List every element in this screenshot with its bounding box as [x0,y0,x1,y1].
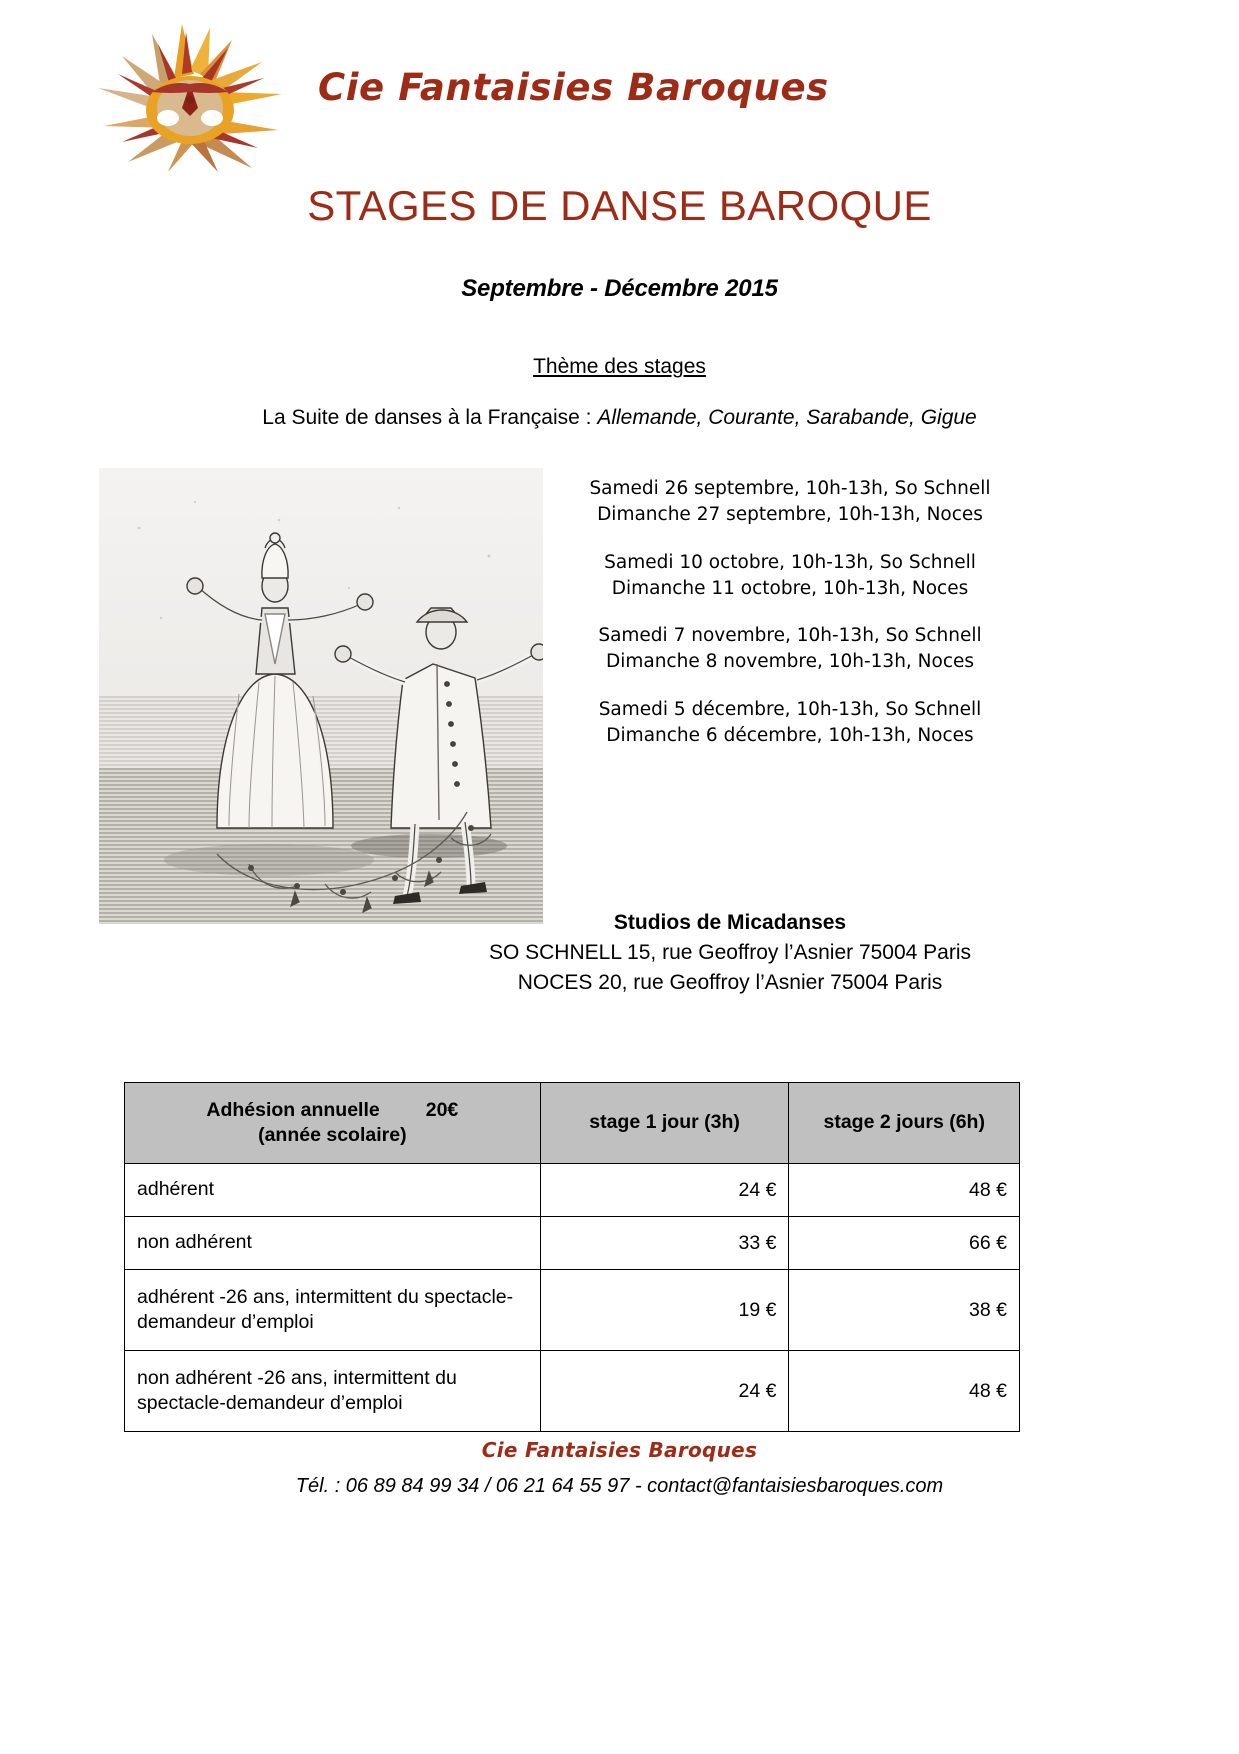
page-header [0,0,1239,172]
table-row [125,1164,1020,1217]
schedule-section [0,468,1239,1028]
header-adhesion-amount: 20€ [425,1098,459,1121]
header-adhesion [125,1083,541,1164]
row-price-2days: 48 € [789,1351,1020,1432]
schedule-line: Samedi 5 décembre, 10h-13h, So Schnell [598,698,982,720]
row-price-1day: 24 € [540,1164,789,1217]
page-subtitle: Septembre - Décembre 2015 [461,275,778,302]
row-label: adhérent -26 ans, intermittent du spectacle-demandeur d’emploi [125,1270,541,1351]
page-footer [0,1438,1239,1498]
price-table [124,1082,1020,1432]
footer-contact: Tél. : 06 89 84 99 34 / 06 21 64 55 97 - contact@fantaisiesbaroques.com [295,1475,944,1497]
schedule-block [560,623,1020,676]
row-price-2days: 48 € [789,1164,1020,1217]
schedule-block [560,697,1020,750]
header-stage-2-jours: stage 2 jours (6h) [789,1083,1020,1164]
theme-heading: Thème des stages [533,355,706,378]
header-adhesion-sublabel: (année scolaire) [258,1124,407,1146]
venue-address-noces: NOCES 20, rue Geoffroy l’Asnier 75004 Paris [517,970,943,994]
schedule-list [560,476,1020,749]
schedule-block [560,476,1020,529]
row-price-1day: 19 € [540,1270,789,1351]
table-row [125,1351,1020,1432]
row-price-2days: 38 € [789,1270,1020,1351]
table-header-row [125,1083,1020,1164]
row-label: adhérent [125,1164,541,1217]
venue-title: Studios de Micadanses [613,911,847,934]
theme-description [0,406,1239,430]
venue-address-so-schnell: SO SCHNELL 15, rue Geoffroy l’Asnier 75004 Paris [488,940,972,964]
theme-dances: Allemande, Courante, Sarabande, Gigue [597,406,977,429]
schedule-line: Dimanche 6 décembre, 10h-13h, Noces [606,724,974,746]
row-price-2days: 66 € [789,1217,1020,1270]
footer-brand: Cie Fantaisies Baroques [481,1438,758,1462]
baroque-dance-engraving-image [99,468,543,924]
brand-title: Cie Fantaisies Baroques [318,66,829,109]
page-title: STAGES DE DANSE BAROQUE [307,182,932,229]
schedule-line: Samedi 26 septembre, 10h-13h, So Schnell [589,478,991,499]
header-adhesion-label: Adhésion annuelle [206,1098,380,1121]
row-label: non adhérent [125,1217,541,1270]
row-price-1day: 33 € [540,1217,789,1270]
schedule-line: Dimanche 8 novembre, 10h-13h, Noces [605,651,975,673]
venue-info [440,908,1020,997]
schedule-line: Samedi 10 octobre, 10h-13h, So Schnell [604,551,976,573]
table-row [125,1217,1020,1270]
schedule-block [560,550,1020,603]
schedule-line: Samedi 7 novembre, 10h-13h, So Schnell [598,625,982,647]
row-price-1day: 24 € [540,1351,789,1432]
table-row [125,1270,1020,1351]
row-label: non adhérent -26 ans, intermittent du spectacle-demandeur d’emploi [125,1351,541,1432]
schedule-line: Dimanche 11 octobre, 10h-13h, Noces [611,577,969,599]
header-stage-1-jour: stage 1 jour (3h) [540,1083,789,1164]
sun-mask-logo-icon [82,22,297,172]
schedule-line: Dimanche 27 septembre, 10h-13h, Noces [597,504,983,526]
theme-prefix: La Suite de danses à la Française : [262,406,598,429]
